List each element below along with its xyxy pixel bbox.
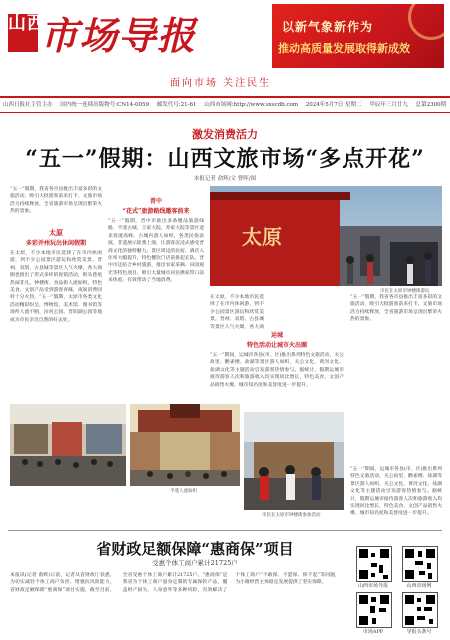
qr-code-icon: [357, 593, 391, 627]
photo-taiyuan-bell-tower: [210, 186, 442, 286]
qr-label-toutiao: 导报头条号: [406, 629, 432, 635]
bottom-article-text: 本报讯(记者 俞辉)日前，记者从省财政厅获悉，为切实减轻个体工商户负担、增强抗风险能力，省财政足额保障“惠商保”项目实施，截至目前，全省受惠个体工商户累计21725户。“惠商保”是我省为个体工商户量身定制的专属保险产品，覆盖财产损失、人身意外等多种风险，有效解决了个体工商户“不敢保、不愿保、保不起”等问题，为小微经营主体稳定发展提供了坚实保障。: [10, 573, 340, 593]
svg-text:太原: 太原: [242, 225, 282, 249]
info-issue-number: 总第2300期: [415, 102, 447, 108]
photo-yuncheng-event-image: [244, 412, 344, 510]
continued-text: 在太原，不少本地市民选择了在市内休闲游，到不少公园景区游玩和欣赏美景。晋祠、双塔、古县城等景区人气火爆，各大商: [210, 295, 264, 330]
bottom-headline[interactable]: 省财政足额保障“惠商保”项目: [96, 540, 294, 558]
qr-code-newspaper[interactable]: [356, 546, 392, 582]
info-postal-code: 邮发代号:21-61: [156, 102, 197, 108]
banner-line-1: 以新气象新作为: [282, 20, 374, 34]
qr-code-icon: [357, 547, 391, 581]
photo-caption-3: 市民在太原市钟楼街参加活动: [262, 513, 321, 518]
lead-byline: 本报记者 俞辉/文 曹晖/图: [193, 176, 257, 182]
photo-taiyuan-bell-tower-image: [210, 186, 442, 286]
section-divider: [8, 530, 442, 531]
section-title-jinzhong: 晋中: [149, 198, 162, 205]
qr-label-website: 山西市场网: [406, 583, 432, 589]
qr-code-toutiao[interactable]: [402, 592, 438, 628]
masthead-slogan: 面向市场 关注民生: [170, 78, 272, 89]
photo-pingyao-street-image: [130, 404, 240, 486]
publication-info-bar: [0, 96, 450, 113]
info-website[interactable]: 山西市场网:http://www.sxscdb.com: [204, 102, 299, 108]
photo-yuncheng-event: [244, 412, 344, 510]
info-lunar-date: 甲辰年三月廿九: [369, 102, 408, 108]
photo-caption-2: 平遥人流如织: [170, 489, 197, 494]
section-subtitle-yuncheng: 特色活动让城市火出圈: [246, 342, 307, 349]
info-publisher: 山西日报社主管主办: [3, 102, 53, 108]
right-column-text-lower: “五一”期间，运城市各县(市、区)推出系列特色文旅活动，关公故里、鹳雀楼、盐湖等景区游人如织，关公文化、黄河文化、盐湖文化等主题活动引发游客热情参与。据统计，假期运城市接待游客人次和旅游收入均实现同比增长，特色美食、文创产品销售火爆，城市知名度和美誉度进一步提升。: [350, 467, 442, 517]
lead-intro: “五一”假期，我省各市县推出丰富多彩的文旅活动，吸引大批游客前来打卡，文旅市场活力持续释放，全省旅游市场呈现出繁荣火热的景象。: [10, 187, 102, 215]
section-text-yuncheng: “五一”期间，运城市各县(市、区)推出系列特色文旅活动，关公故里、鹳雀楼、盐湖等景区游人如织，关公文化、黄河文化、盐湖文化等主题活动引发游客热情参与。据统计，假期运城市接待游客人次和旅游收入均实现同比增长，特色美食、文创产品销售火爆，城市知名度和美誉度进一步提升。: [210, 353, 344, 388]
banner-line-2: 推动高质量发展取得新成效: [278, 42, 410, 55]
section-text-jinzhong: “五一”假期，晋中市推出多条精品旅游线路，平遥古城、王家大院、乔家大院等景区迎来客流高峰。古城内游人如织，各类民俗表演、非遗展示轮番上演，让游客沉浸式感受晋商文化的独特魅力。景区周边的民宿、酒店入住率大幅提升，特色餐饮门店前排起长队。晋中市还结合乡村旅游，推出农家采摘、田园观光等特色项目，吸引大量城市居民携家带口前来体验，有效带动了当地消费。: [108, 219, 204, 284]
section-text-taiyuan: 在太原，不少本地市民选择了在市内休闲游，到不少公园景区游玩和欣赏美景。晋祠、双塔、古县城等景区人气火爆，各大商圈也推出了形式多样的促销活动，街头巷尾热闹非凡。钟楼街、食品街人流如织，特色美食、文创产品受到游客青睐，夜间消费同样十分火热。“五一”假期，太原市各类文化活动精彩纷呈，博物馆、美术馆、图书馆等场所人流不断，汾河公园、晋阳湖公园等地成为市民亲近自然的好去处。: [10, 251, 102, 323]
photo-caption-1: 市民在太原市钟楼街游玩: [380, 289, 430, 294]
qr-code-icon: [403, 593, 437, 627]
qr-code-icon: [403, 547, 437, 581]
right-column-text: “五一”假期，我省各市县推出丰富多彩的文旅活动，吸引大批游客前来打卡，文旅市场活力持续释放，全省旅游市场呈现出繁荣火热的景象。: [350, 295, 442, 323]
promo-banner[interactable]: [272, 4, 444, 68]
qr-label-newspaper: 山西市场导报: [357, 583, 388, 589]
banner-decoration: [408, 4, 444, 40]
bottom-subtitle: 受惠个体工商户累计21725户: [152, 559, 238, 567]
info-issn: 国内统一连续出版物号:CN14-0059: [60, 102, 149, 108]
lead-kicker: 激发消费活力: [192, 128, 258, 141]
section-title-taiyuan: 太原: [49, 228, 63, 237]
qr-code-app[interactable]: [356, 592, 392, 628]
photo-market-crowd-image: [10, 404, 126, 486]
section-subtitle-jinzhong: “花式”旅游路线邀客前来: [122, 208, 190, 215]
newspaper-title: 市场导报: [40, 13, 197, 58]
section-title-yuncheng: 运城: [270, 332, 283, 339]
logo-mark: 山西: [8, 14, 38, 52]
photo-market-crowd: [10, 404, 126, 486]
info-date: 2024年5月7日 星期二: [305, 102, 362, 108]
qr-code-website[interactable]: [402, 546, 438, 582]
lead-headline[interactable]: “五一”假期：山西文旅市场“多点开花”: [25, 146, 425, 172]
masthead-logo: [8, 14, 196, 58]
photo-pingyao-street: [130, 404, 240, 486]
qr-label-app: 市场APP: [362, 629, 384, 635]
section-subtitle-taiyuan: 多彩并州玩出休闲假期: [25, 240, 86, 247]
